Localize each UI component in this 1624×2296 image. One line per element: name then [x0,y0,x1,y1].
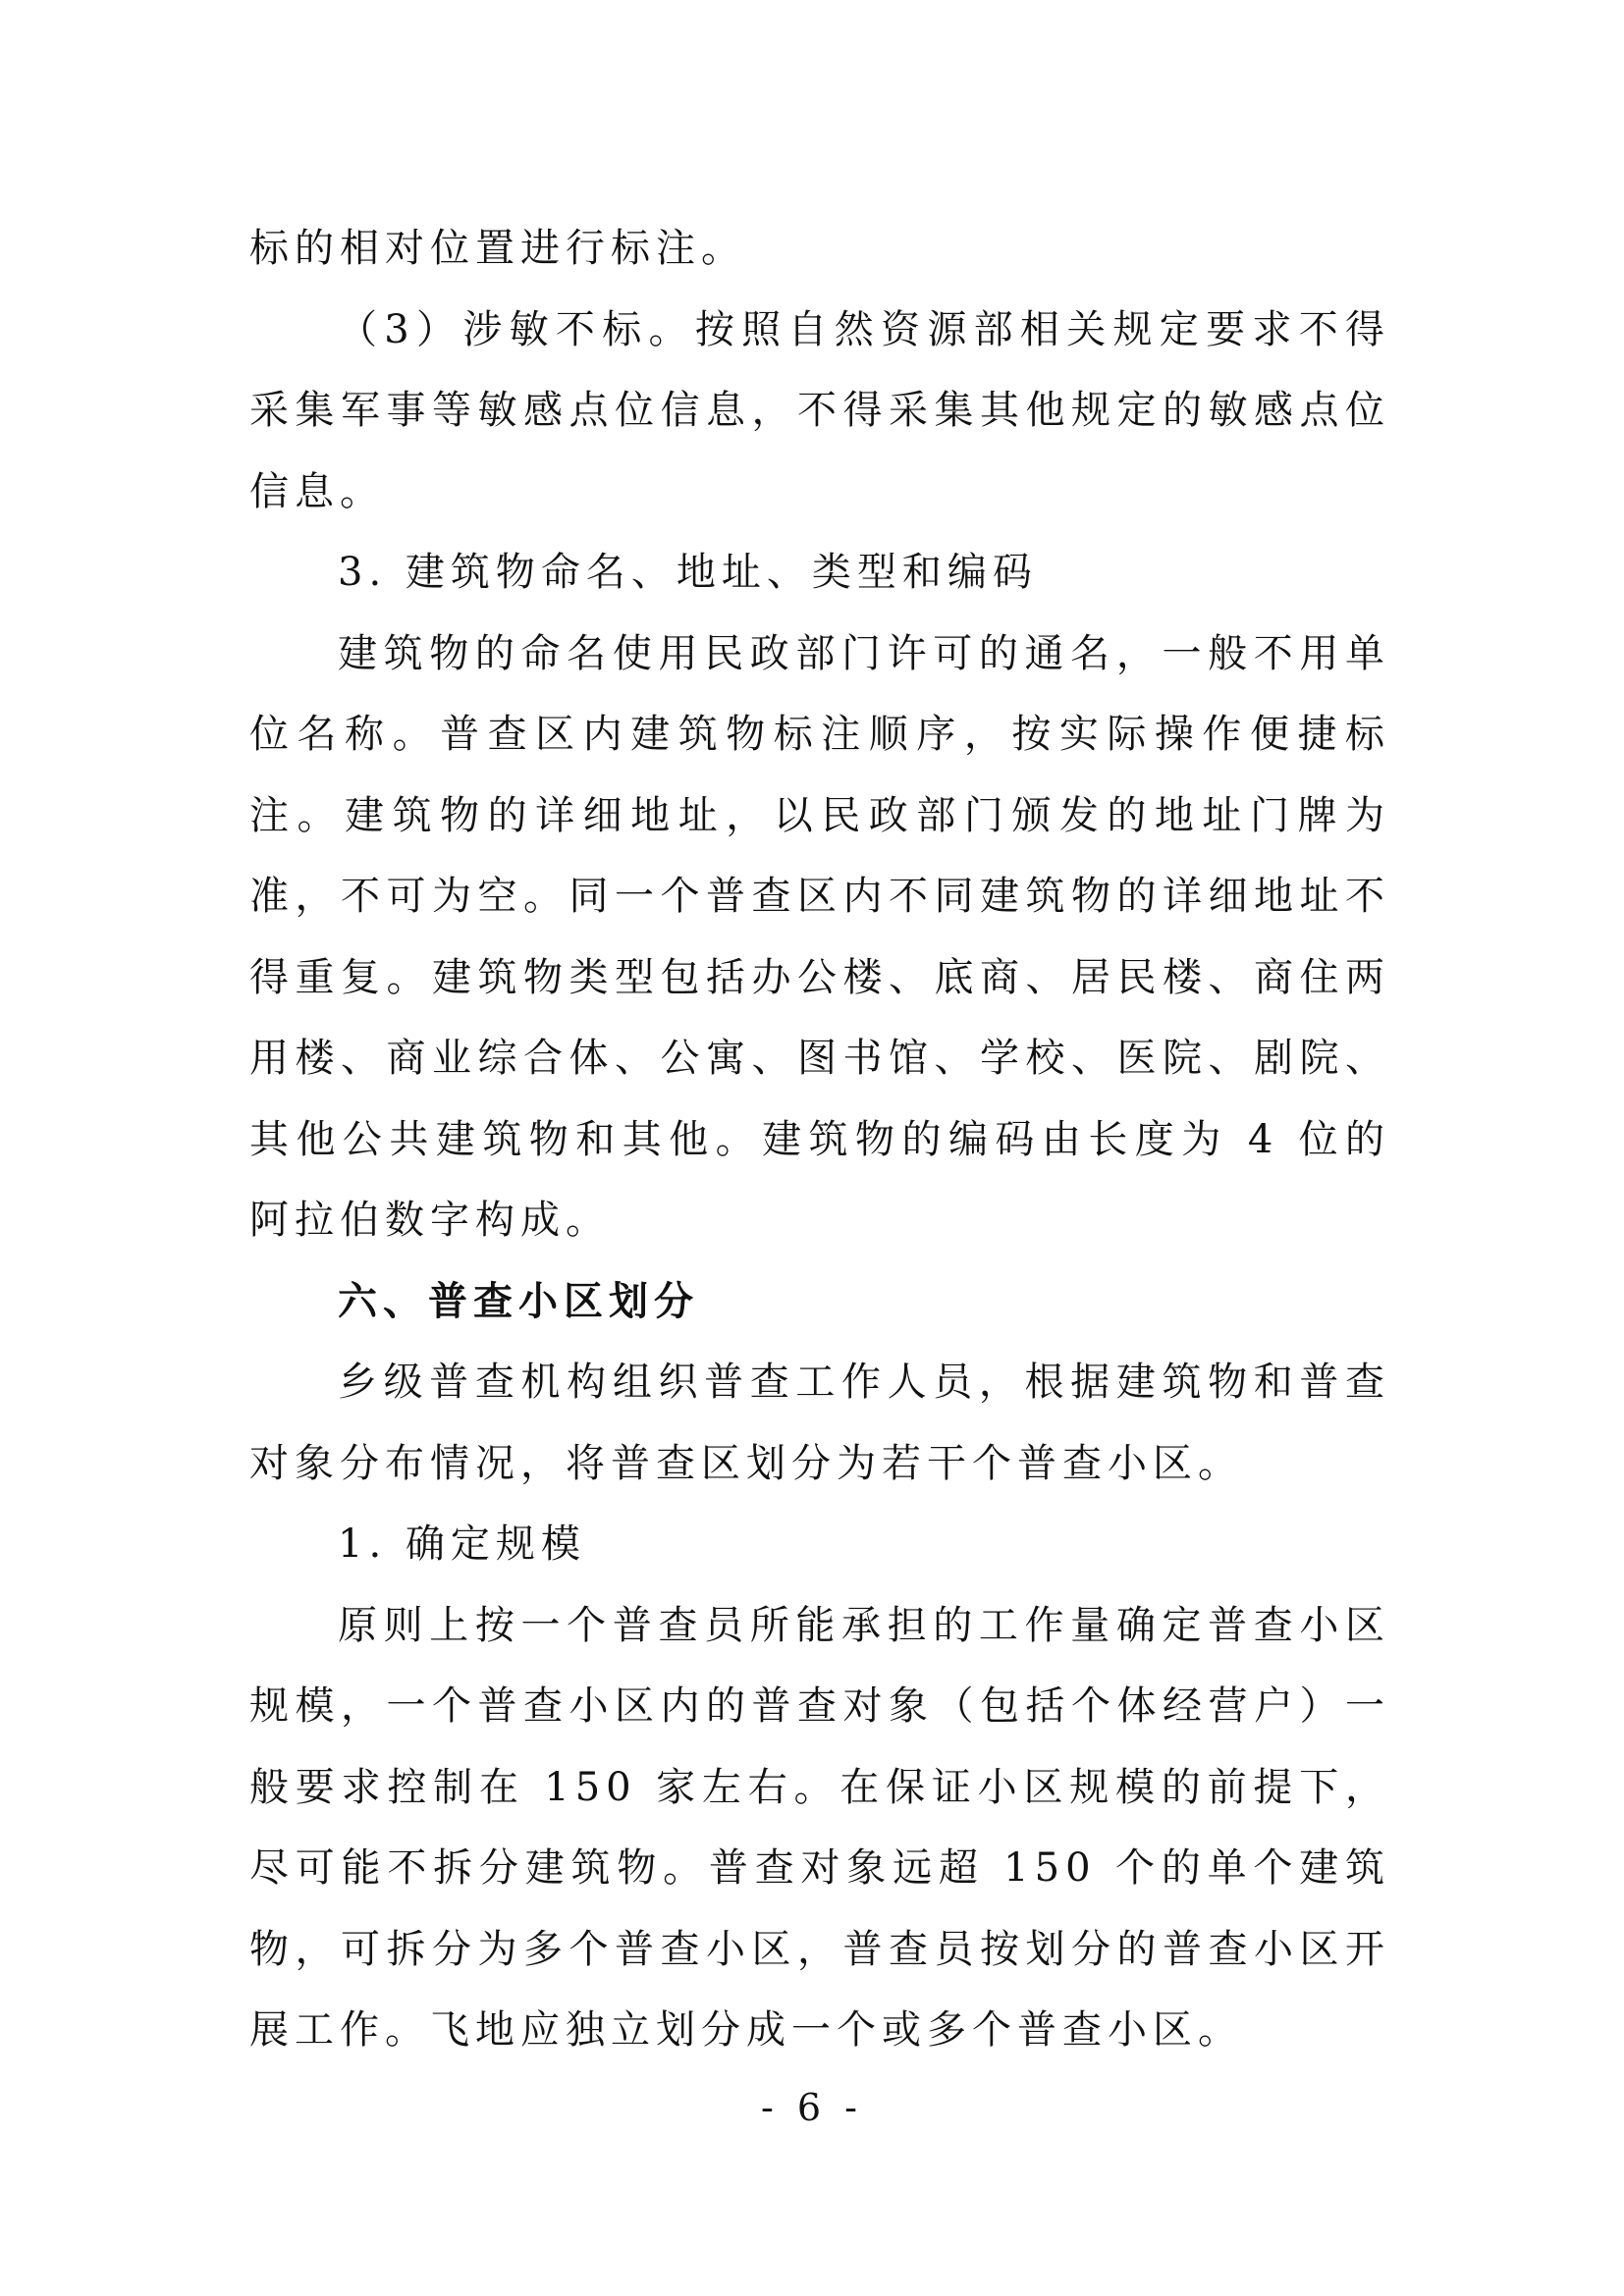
paragraph-building-naming: 建筑物的命名使用民政部门许可的通名，一般不用单位名称。普查区内建筑物标注顺序，按实际操作便捷标注。建筑物的详细地址，以民政部门颁发的地址门牌为准，不可为空。同一个普查区内不同建筑物的详细地址不得重复。建筑物类型包括办公楼、底商、居民楼、商住两用楼、商业综合体、公寓、图书馆、学校、医院、剧院、其他公共建筑物和其他。建筑物的编码由长度为 4 位的阿拉伯数字构成。 [249,630,1390,1243]
section-heading-census-subdistrict: 六、普查小区划分 [338,1278,699,1324]
paragraph-continuation: 标的相对位置进行标注。 [249,226,746,271]
subheading-determine-scale: 1. 确定规模 [338,1522,586,1567]
paragraph-determine-scale: 原则上按一个普查员所能承担的工作量确定普查小区规模，一个普查小区内的普查对象（包括个体经营户）一般要求控制在 150 家左右。在保证小区规模的前提下，尽可能不拆分建筑物。普查对象远超 150 个的单个建筑物，可拆分为多个普查小区，普查员按划分的普查小区开展工作。飞地应独立划分成一个或多个普查小区。 [249,1602,1390,2053]
paragraph-sensitive-points: （3）涉敏不标。按照自然资源部相关规定要求不得采集军事等敏感点位信息，不得采集其他规定的敏感点位信息。 [249,306,1390,514]
subheading-building-naming: 3. 建筑物命名、地址、类型和编码 [338,550,1038,595]
document-body [249,208,1390,2071]
page-number: - 6 - [760,2086,863,2129]
paragraph-census-subdistrict-intro: 乡级普查机构组织普查工作人员，根据建筑物和普查对象分布情况，将普查区划分为若干个普查小区。 [249,1360,1390,1486]
